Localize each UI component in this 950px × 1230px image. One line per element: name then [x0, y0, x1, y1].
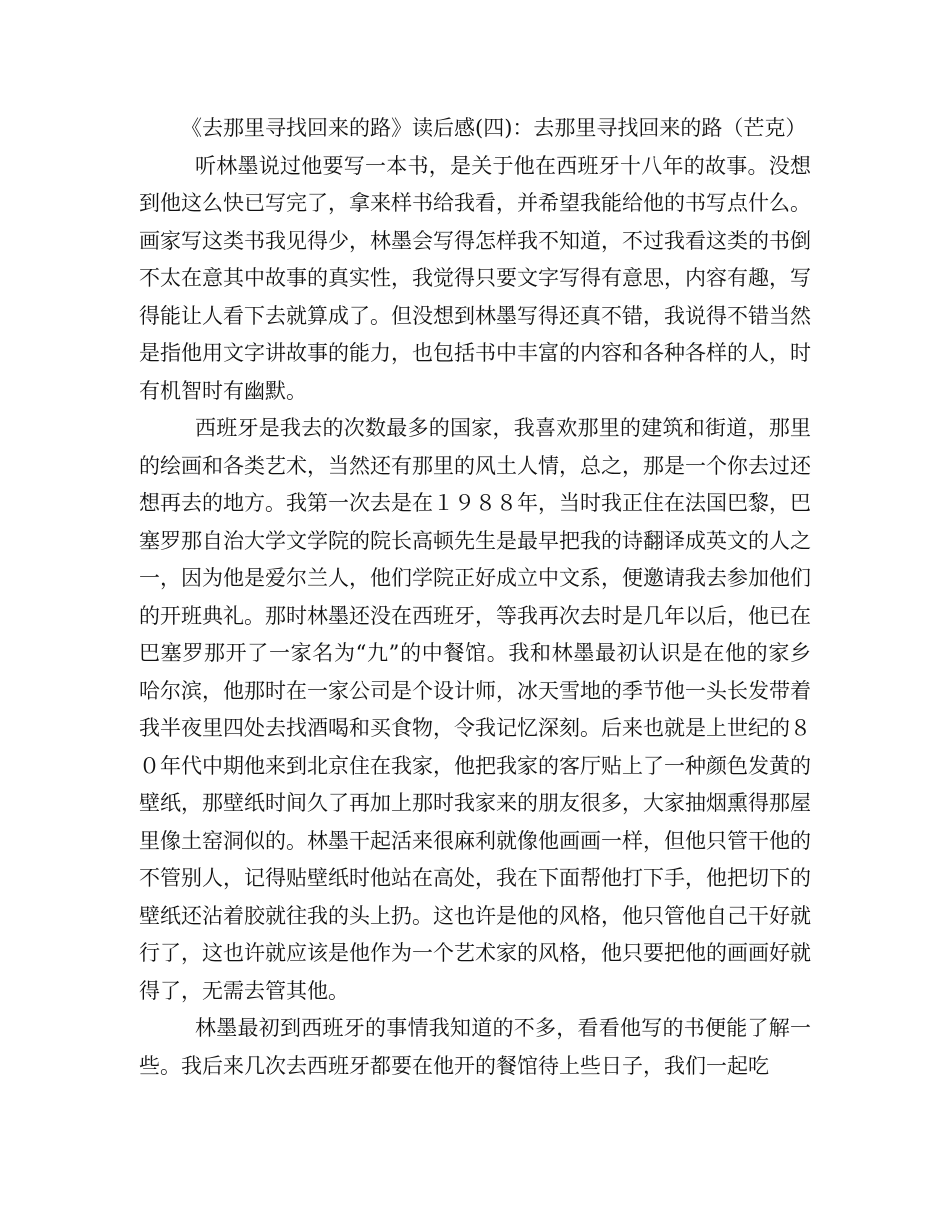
document-title: 《去那里寻找回来的路》读后感(四)：去那里寻找回来的路（芒克） — [181, 116, 807, 140]
document-body — [139, 110, 811, 1085]
paragraph-2: 西班牙是我去的次数最多的国家，我喜欢那里的建筑和街道，那里的绘画和各类艺术，当然还有那里的风土人情，总之，那是一个你去过还想再去的地方。我第一次去是在１９８８年，当时我正住在法国巴黎，巴塞罗那自治大学文学院的院长高顿先生是最早把我的诗翻译成英文的人之一，因为他是爱尔兰人，他们学院正好成立中文系，便邀请我去参加他们的开班典礼。那时林墨还没在西班牙，等我再次去时是几年以后，他已在巴塞罗那开了一家名为“九”的中餐馆。我和林墨最初认识是在他的家乡哈尔滨，他那时在一家公司是个设计师，冰天雪地的季节他一头长发带着我半夜里四处去找酒喝和买食物，令我记忆深刻。后来也就是上世纪的８０年代中期他来到北京住在我家，他把我家的客厅贴上了一种颜色发黄的壁纸，那壁纸时间久了再加上那时我家来的朋友很多，大家抽烟熏得那屋里像土窑洞似的。林墨干起活来很麻利就像他画画一样，但他只管干他的不管别人，记得贴壁纸时他站在高处，我在下面帮他打下手，他把切下的壁纸还沾着胶就往我的头上扔。这也许是他的风格，他只管他自己干好就行了，这也许就应该是他作为一个艺术家的风格，他只要把他的画画好就得了，无需去管其他。 — [139, 416, 811, 1003]
paragraph-1: 听林墨说过他要写一本书，是关于他在西班牙十八年的故事。没想到他这么快已写完了，拿来样书给我看，并希望我能给他的书写点什么。画家写这类书我见得少，林墨会写得怎样我不知道，不过我看这类的书倒不太在意其中故事的真实性，我觉得只要文字写得有意思，内容有趣，写得能让人看下去就算成了。但没想到林墨写得还真不错，我说得不错当然是指他用文字讲故事的能力，也包括书中丰富的内容和各种各样的人，时有机智时有幽默。 — [139, 153, 811, 403]
paragraph-3: 林墨最初到西班牙的事情我知道的不多，看看他写的书便能了解一些。我后来几次去西班牙都要在他开的餐馆待上些日子，我们一起吃 — [139, 1016, 811, 1078]
